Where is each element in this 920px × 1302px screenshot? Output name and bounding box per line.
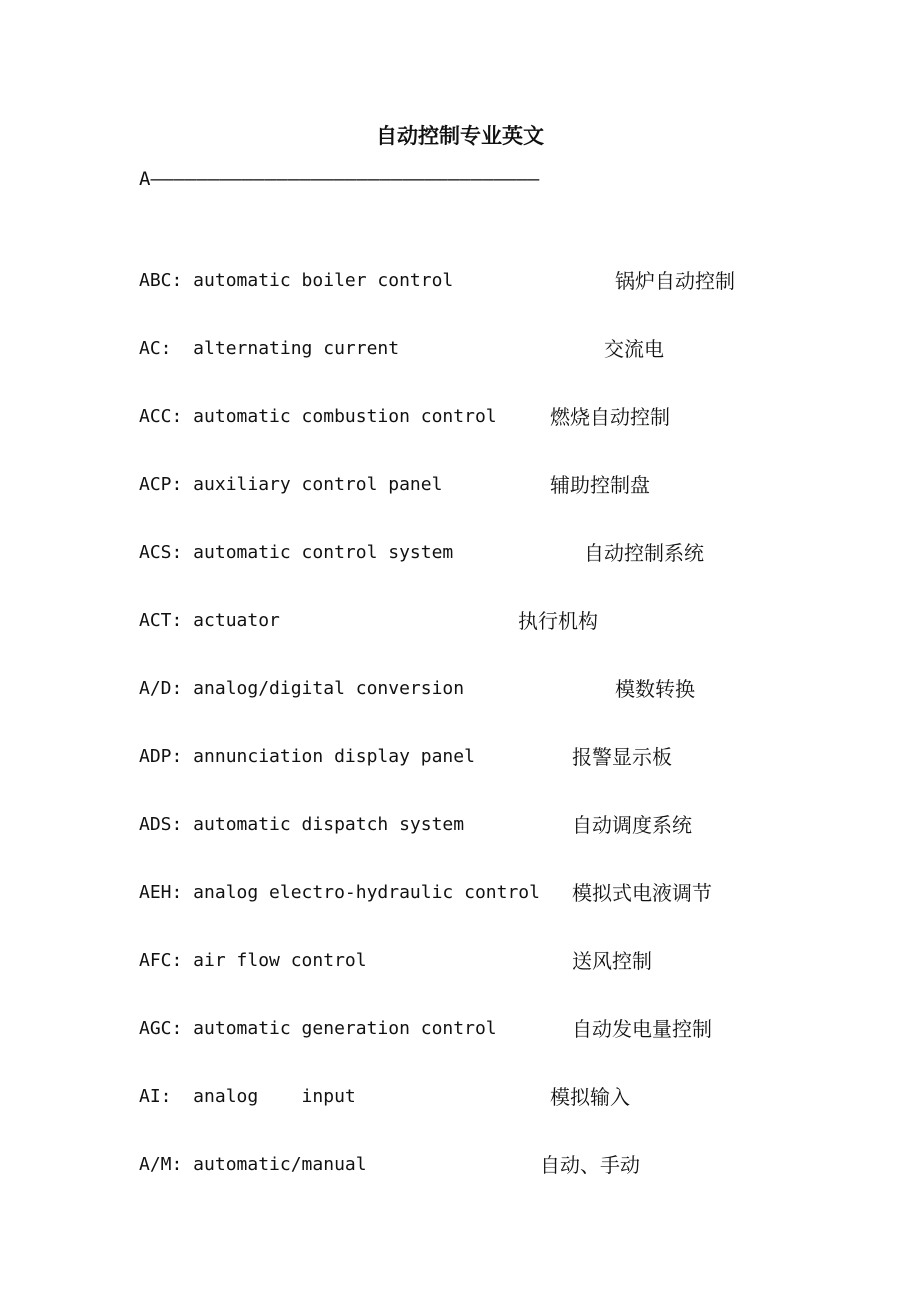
entry-chinese: 送风控制 — [572, 949, 652, 973]
entry-chinese: 自动发电量控制 — [572, 1017, 712, 1041]
entry-chinese: 模拟式电液调节 — [572, 881, 712, 905]
entry-term: AEH: analog electro-hydraulic control — [139, 882, 540, 903]
entry-term: ACC: automatic combustion control — [139, 406, 497, 427]
entry-term: AI: analog input — [139, 1086, 356, 1107]
entry-chinese: 燃烧自动控制 — [550, 405, 670, 429]
entry-term: ACS: automatic control system — [139, 542, 454, 563]
glossary-entry — [0, 740, 920, 774]
entry-term: AC: alternating current — [139, 338, 400, 359]
entry-term: ADS: automatic dispatch system — [139, 814, 465, 835]
glossary-entry — [0, 1012, 920, 1046]
glossary-entry — [0, 264, 920, 298]
entry-term: ACP: auxiliary control panel — [139, 474, 443, 495]
glossary-entry — [0, 876, 920, 910]
glossary-entry — [0, 468, 920, 502]
glossary-entry — [0, 536, 920, 570]
entry-chinese: 锅炉自动控制 — [615, 269, 735, 293]
entry-chinese: 报警显示板 — [572, 745, 672, 769]
glossary-entry — [0, 332, 920, 366]
entry-chinese: 自动、手动 — [540, 1153, 640, 1177]
glossary-entry — [0, 400, 920, 434]
section-divider-a: A—————————————————————————————————— — [139, 168, 540, 190]
entry-term: AGC: automatic generation control — [139, 1018, 497, 1039]
entry-term: A/D: analog/digital conversion — [139, 678, 465, 699]
entry-chinese: 自动控制系统 — [584, 541, 704, 565]
glossary-entry — [0, 808, 920, 842]
entry-chinese: 模拟输入 — [550, 1085, 630, 1109]
glossary-entry — [0, 1148, 920, 1182]
entry-term: ABC: automatic boiler control — [139, 270, 454, 291]
glossary-entry — [0, 604, 920, 638]
entry-term: AFC: air flow control — [139, 950, 367, 971]
entry-term: ADP: annunciation display panel — [139, 746, 475, 767]
document-title: 自动控制专业英文 — [376, 124, 544, 148]
entry-term: ACT: actuator — [139, 610, 280, 631]
glossary-entry — [0, 944, 920, 978]
entry-chinese: 自动调度系统 — [572, 813, 692, 837]
entry-chinese: 交流电 — [604, 337, 664, 361]
entry-term: A/M: automatic/manual — [139, 1154, 367, 1175]
entry-chinese: 执行机构 — [518, 609, 598, 633]
entry-chinese: 模数转换 — [615, 677, 695, 701]
glossary-entry — [0, 1080, 920, 1114]
glossary-entry — [0, 672, 920, 706]
entry-chinese: 辅助控制盘 — [550, 473, 650, 497]
